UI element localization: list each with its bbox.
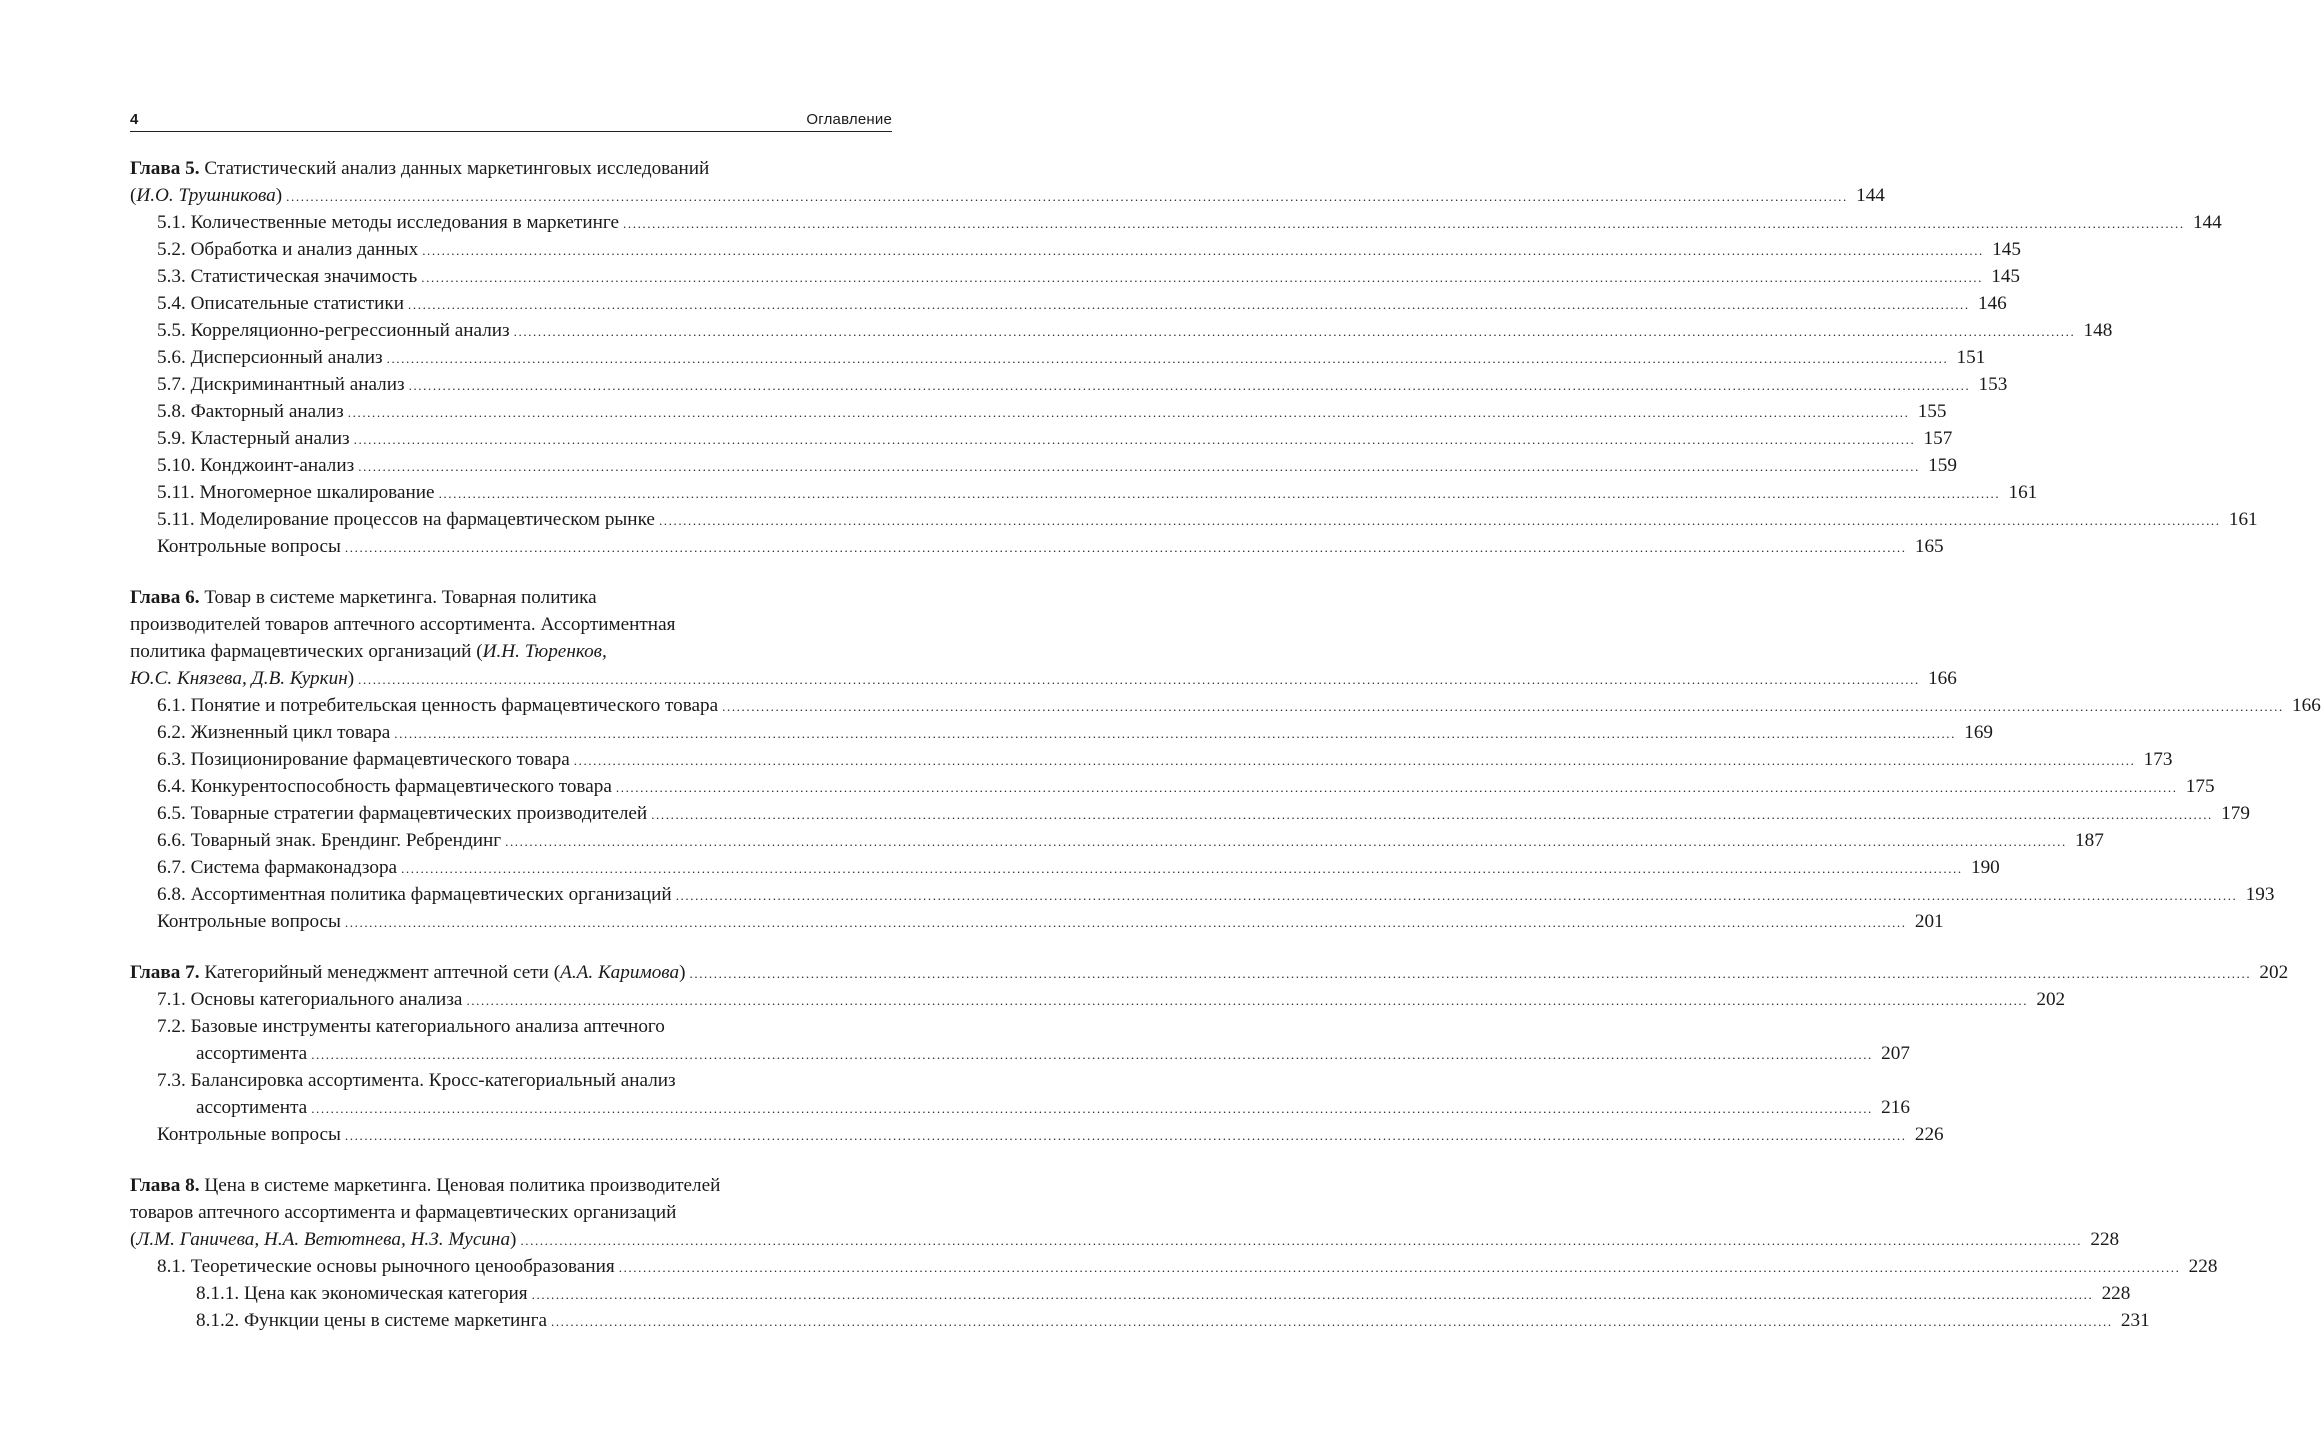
page-ref: 166: [2292, 695, 2321, 716]
page-ref: 179: [2221, 803, 2250, 824]
chapter-title-line: политика фармацевтических организаций (И.Н. Тюренков,: [130, 641, 607, 662]
dot-leader: [387, 345, 1949, 372]
entry-title: 6.2. Жизненный цикл товара: [157, 722, 391, 743]
dot-leader: [345, 1122, 1907, 1149]
chapter-title: Цена в системе маркетинга. Ценовая политика производителей: [204, 1175, 721, 1196]
chapter-label: Глава 7.: [130, 962, 200, 983]
toc-entry[interactable]: [130, 665, 1957, 692]
page-ref: 228: [2188, 1256, 2218, 1277]
entry-title-line: 7.3. Балансировка ассортимента. Кросс-категориальный анализ: [157, 1070, 676, 1091]
page-ref: 231: [2120, 1310, 2150, 1331]
page-ref: 161: [2228, 509, 2258, 530]
toc-entry[interactable]: [130, 1094, 1910, 1121]
entry-title: 8.1. Теоретические основы рыночного ценообразования: [157, 1256, 615, 1277]
toc-entry[interactable]: [130, 827, 2104, 854]
page-ref: 169: [1964, 722, 1993, 743]
chapter-label: Глава 8.: [130, 1175, 200, 1196]
page-ref: 161: [2008, 482, 2038, 503]
dot-leader: [345, 534, 1907, 561]
toc-entry[interactable]: [130, 533, 1944, 560]
dot-leader: [659, 507, 2221, 534]
page-ref: 207: [1881, 1043, 1910, 1064]
chapter-title: Товар в системе маркетинга. Товарная политика: [204, 587, 597, 608]
dot-leader: [619, 1254, 2181, 1281]
toc-entry[interactable]: [130, 398, 1947, 425]
toc-entry[interactable]: [130, 1121, 1944, 1148]
dot-leader: [421, 264, 1983, 291]
chapter-heading: [130, 1172, 892, 1199]
dot-leader: [616, 774, 2178, 801]
toc-entry[interactable]: [130, 371, 2008, 398]
entry-title: 5.6. Дисперсионный анализ: [157, 347, 383, 368]
entry-title: 8.1.1. Цена как экономическая категория: [196, 1283, 528, 1304]
entry-title: 7.1. Основы категориального анализа: [157, 989, 463, 1010]
chapter-5: [130, 155, 2258, 560]
page-ref: 228: [2101, 1283, 2131, 1304]
chapter-title: Категорийный менеджмент аптечной сети (: [204, 962, 561, 983]
toc-entry[interactable]: [130, 881, 2275, 908]
page-ref: 153: [1978, 374, 2008, 395]
dot-leader: [311, 1095, 1873, 1122]
page-ref: 145: [1991, 266, 2020, 287]
page-ref: 165: [1914, 536, 1944, 557]
page-ref: 216: [1881, 1097, 1910, 1118]
chapter-author: Ю.С. Князева, Д.В. Куркин: [130, 668, 348, 689]
entry-title: 6.5. Товарные стратегии фармацевтических производителей: [157, 803, 648, 824]
entry-title: 6.6. Товарный знак. Брендинг. Ребрендинг: [157, 830, 502, 851]
table-of-contents: [130, 155, 2321, 1334]
entry-title: 5.2. Обработка и анализ данных: [157, 239, 419, 260]
chapter-7: [130, 959, 2289, 1148]
toc-entry[interactable]: [130, 452, 1957, 479]
toc-entry[interactable]: [130, 854, 2000, 881]
page-ref: 148: [2083, 320, 2113, 341]
entry-title: 6.8. Ассортиментная политика фармацевтических организаций: [157, 884, 672, 905]
toc-entry[interactable]: [130, 425, 1953, 452]
dot-leader: [514, 318, 2076, 345]
toc-entry[interactable]: [130, 692, 2321, 719]
dot-leader: [348, 399, 1910, 426]
chapter-author: А.А. Каримова: [560, 962, 680, 983]
author-open: (: [130, 185, 137, 206]
entry-title: 5.10. Конджоинт-анализ: [157, 455, 355, 476]
dot-leader: [394, 720, 1956, 747]
chapter-title: Статистический анализ данных маркетинговых исследований: [204, 158, 710, 179]
toc-entry[interactable]: [130, 209, 2222, 236]
toc-entry[interactable]: [130, 773, 2215, 800]
page-ref: 173: [2143, 749, 2173, 770]
chapter-6: [130, 584, 2321, 935]
chapter-label: Глава 6.: [130, 587, 200, 608]
toc-entry[interactable]: [130, 959, 2289, 986]
entry-title: 5.11. Моделирование процессов на фармацевтическом рынке: [157, 509, 655, 530]
entry-title: 5.7. Дискриминантный анализ: [157, 374, 405, 395]
toc-entry[interactable]: [130, 1307, 2150, 1334]
page-ref: 146: [1977, 293, 2007, 314]
page-ref: 190: [1970, 857, 2000, 878]
entry-title: Контрольные вопросы: [157, 536, 341, 557]
page-number: 4: [130, 111, 139, 128]
entry-title: 6.1. Понятие и потребительская ценность фармацевтического товара: [157, 695, 719, 716]
toc-entry[interactable]: [130, 506, 2258, 533]
chapter-title-line: товаров аптечного ассортимента и фармацевтических организаций: [130, 1202, 677, 1223]
dot-leader: [439, 480, 2001, 507]
entry-title: 6.3. Позиционирование фармацевтического товара: [157, 749, 570, 770]
dot-leader: [676, 882, 2238, 909]
author-close: ): [275, 185, 283, 206]
dot-leader: [690, 960, 2252, 987]
dot-leader: [358, 453, 1920, 480]
page-ref: 187: [2075, 830, 2104, 851]
author-open: (: [130, 1229, 137, 1250]
dot-leader: [574, 747, 2136, 774]
page-ref: 175: [2185, 776, 2215, 797]
dot-leader: [286, 183, 1848, 210]
dot-leader: [422, 237, 1984, 264]
page-ref: 159: [1928, 455, 1957, 476]
entry-title: 5.1. Количественные методы исследования в маркетинге: [157, 212, 620, 233]
running-header: [130, 106, 892, 132]
dot-leader: [651, 801, 2213, 828]
page-ref: 201: [1914, 911, 1944, 932]
toc-entry[interactable]: [130, 344, 1986, 371]
chapter-author: Л.М. Ганичева, Н.А. Ветютнева, Н.З. Мусина: [136, 1229, 511, 1250]
chapter-author: И.Н. Тюренков,: [482, 641, 607, 662]
dot-leader: [311, 1041, 1873, 1068]
entry-title: 8.1.2. Функции цены в системе маркетинга: [196, 1310, 547, 1331]
dot-leader: [551, 1308, 2113, 1335]
entry-title: 6.7. Система фармаконадзора: [157, 857, 398, 878]
toc-entry[interactable]: [130, 236, 2021, 263]
entry-title: Контрольные вопросы: [157, 1124, 341, 1145]
page-ref: 166: [1928, 668, 1957, 689]
toc-entry[interactable]: [130, 1280, 2131, 1307]
toc-entry[interactable]: [130, 290, 2007, 317]
toc-entry[interactable]: [130, 986, 2066, 1013]
toc-entry[interactable]: [130, 908, 1944, 935]
dot-leader: [505, 828, 2067, 855]
chapter-8: [130, 1172, 2218, 1334]
dot-leader: [722, 693, 2284, 720]
dot-leader: [345, 909, 1907, 936]
author-close: ): [679, 962, 686, 983]
entry-title: 6.4. Конкурентоспособность фармацевтического товара: [157, 776, 612, 797]
page-ref: 157: [1923, 428, 1953, 449]
entry-title: 5.3. Статистическая значимость: [157, 266, 418, 287]
dot-leader: [408, 291, 1970, 318]
entry-title: 5.8. Факторный анализ: [157, 401, 344, 422]
page-ref: 144: [1856, 185, 1885, 206]
running-section-title: Оглавление: [806, 111, 892, 128]
dot-leader: [520, 1227, 2082, 1254]
dot-leader: [532, 1281, 2094, 1308]
dot-leader: [409, 372, 1971, 399]
entry-title: 5.11. Многомерное шкалирование: [157, 482, 435, 503]
entry-title: ассортимента: [196, 1097, 308, 1118]
dot-leader: [623, 210, 2185, 237]
dot-leader: [354, 426, 1916, 453]
page-ref: 202: [2259, 962, 2289, 983]
page-ref: 144: [2192, 212, 2222, 233]
page-ref: 202: [2036, 989, 2066, 1010]
page-ref: 151: [1956, 347, 1986, 368]
page-ref: 193: [2245, 884, 2275, 905]
page-ref: 145: [1992, 239, 2021, 260]
entry-title: 5.4. Описательные статистики: [157, 293, 405, 314]
entry-title-line: 7.2. Базовые инструменты категориального анализа аптечного: [157, 1016, 665, 1037]
page-ref: 228: [2090, 1229, 2120, 1250]
entry-title: ассортимента: [196, 1043, 308, 1064]
chapter-author: И.О. Трушникова: [136, 185, 276, 206]
page-ref: 155: [1917, 401, 1947, 422]
toc-entry[interactable]: [130, 317, 2113, 344]
dot-leader: [358, 666, 1920, 693]
dot-leader: [401, 855, 1963, 882]
entry-title: 5.9. Кластерный анализ: [157, 428, 350, 449]
author-close: ): [510, 1229, 517, 1250]
toc-entry[interactable]: [130, 1253, 2218, 1280]
chapter-label: Глава 5.: [130, 158, 200, 179]
page-ref: 226: [1914, 1124, 1944, 1145]
chapter-heading: [130, 584, 892, 611]
chapter-heading: [130, 155, 892, 182]
author-close: ): [347, 668, 355, 689]
document-page: [130, 106, 2321, 1358]
toc-entry[interactable]: [130, 479, 2038, 506]
toc-entry[interactable]: [130, 746, 2173, 773]
toc-entry[interactable]: [130, 719, 1993, 746]
dot-leader: [466, 987, 2028, 1014]
toc-entry[interactable]: [130, 1040, 1910, 1067]
entry-title: Контрольные вопросы: [157, 911, 341, 932]
toc-entry[interactable]: [130, 1226, 2120, 1253]
chapter-title-line: производителей товаров аптечного ассортимента. Ассортиментная: [130, 614, 676, 635]
toc-entry[interactable]: [130, 263, 2020, 290]
entry-title: 5.5. Корреляционно-регрессионный анализ: [157, 320, 510, 341]
toc-entry[interactable]: [130, 182, 1885, 209]
toc-entry[interactable]: [130, 800, 2250, 827]
